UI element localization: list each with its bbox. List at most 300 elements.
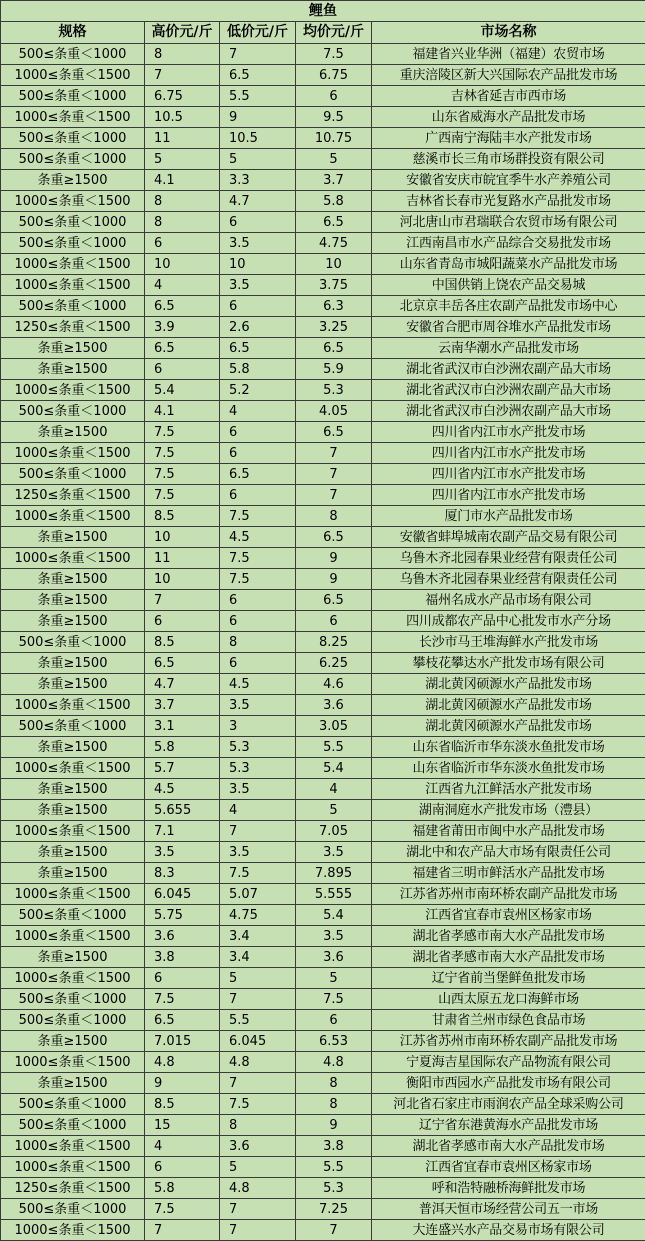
cell-low-price: 2.6 (220, 317, 296, 338)
cell-spec: 条重≥1500 (1, 1031, 145, 1052)
cell-spec: 500≤条重＜1000 (1, 1199, 145, 1220)
cell-spec: 1250≤条重＜1500 (1, 1178, 145, 1199)
cell-avg-price: 10 (296, 254, 372, 275)
cell-low-price: 3.5 (220, 842, 296, 863)
cell-high-price: 8 (145, 212, 220, 233)
cell-low-price: 5.5 (220, 86, 296, 107)
cell-low-price: 6 (220, 443, 296, 464)
table-row (1, 107, 645, 128)
cell-avg-price: 3.05 (296, 716, 372, 737)
cell-high-price: 6.5 (145, 296, 220, 317)
header-low-price: 低价元/斤 (220, 22, 296, 44)
table-row (1, 674, 645, 695)
cell-market: 福州名成水产品市场有限公司 (372, 590, 645, 611)
cell-low-price: 7 (220, 1199, 296, 1220)
cell-spec: 条重≥1500 (1, 590, 145, 611)
cell-high-price: 5.655 (145, 800, 220, 821)
cell-avg-price: 6 (296, 86, 372, 107)
table-row (1, 44, 645, 65)
cell-high-price: 4 (145, 1136, 220, 1157)
cell-avg-price: 4.6 (296, 674, 372, 695)
cell-market: 湖北黄冈硕源水产品批发市场 (372, 716, 645, 737)
cell-avg-price: 5.5 (296, 737, 372, 758)
cell-market: 山东省临沂市华东淡水鱼批发市场 (372, 737, 645, 758)
table-row (1, 527, 645, 548)
cell-low-price: 8 (220, 632, 296, 653)
cell-low-price: 6 (220, 611, 296, 632)
cell-avg-price: 7 (296, 464, 372, 485)
cell-low-price: 7.5 (220, 569, 296, 590)
cell-avg-price: 4.8 (296, 1052, 372, 1073)
cell-high-price: 3.5 (145, 842, 220, 863)
cell-spec: 1000≤条重＜1500 (1, 1157, 145, 1178)
cell-high-price: 7.5 (145, 989, 220, 1010)
cell-avg-price: 8 (296, 1094, 372, 1115)
cell-spec: 500≤条重＜1000 (1, 44, 145, 65)
cell-spec: 条重≥1500 (1, 842, 145, 863)
table-row (1, 191, 645, 212)
cell-market: 乌鲁木齐北园春果业经营有限责任公司 (372, 548, 645, 569)
cell-high-price: 6.045 (145, 884, 220, 905)
cell-market: 湖北省武汉市白沙洲农副产品大市场 (372, 401, 645, 422)
cell-spec: 500≤条重＜1000 (1, 212, 145, 233)
table-row (1, 1073, 645, 1094)
table-row (1, 1115, 645, 1136)
cell-low-price: 7 (220, 1073, 296, 1094)
cell-low-price: 4 (220, 401, 296, 422)
cell-high-price: 10.5 (145, 107, 220, 128)
table-row (1, 1136, 645, 1157)
cell-avg-price: 9 (296, 569, 372, 590)
table-row (1, 254, 645, 275)
table-row (1, 548, 645, 569)
cell-avg-price: 9.5 (296, 107, 372, 128)
cell-high-price: 4.5 (145, 779, 220, 800)
cell-market: 湖北省孝感市南大水产品批发市场 (372, 926, 645, 947)
cell-avg-price: 7.25 (296, 1199, 372, 1220)
cell-spec: 1000≤条重＜1500 (1, 1136, 145, 1157)
table-row (1, 905, 645, 926)
cell-low-price: 4.7 (220, 191, 296, 212)
cell-market: 湖北省武汉市白沙洲农副产品大市场 (372, 359, 645, 380)
cell-spec: 500≤条重＜1000 (1, 296, 145, 317)
cell-high-price: 3.7 (145, 695, 220, 716)
cell-market: 江西省九江鲜活水产批发市场 (372, 779, 645, 800)
cell-spec: 500≤条重＜1000 (1, 716, 145, 737)
cell-low-price: 5.8 (220, 359, 296, 380)
cell-low-price: 3.5 (220, 779, 296, 800)
cell-market: 山东省青岛市城阳蔬菜水产品批发市场 (372, 254, 645, 275)
cell-spec: 1000≤条重＜1500 (1, 926, 145, 947)
cell-spec: 500≤条重＜1000 (1, 149, 145, 170)
table-row (1, 779, 645, 800)
cell-market: 四川成都农产品中心批发市水产分场 (372, 611, 645, 632)
cell-low-price: 6 (220, 296, 296, 317)
cell-high-price: 6 (145, 1157, 220, 1178)
cell-avg-price: 7 (296, 443, 372, 464)
cell-high-price: 4.1 (145, 401, 220, 422)
cell-low-price: 3.6 (220, 1136, 296, 1157)
cell-high-price: 7.1 (145, 821, 220, 842)
cell-market: 湖北省孝感市南大水产品批发市场 (372, 947, 645, 968)
header-market: 市场名称 (372, 22, 645, 44)
cell-avg-price: 7.5 (296, 989, 372, 1010)
cell-market: 福建省兴业华洲（福建）农贸市场 (372, 44, 645, 65)
table-row (1, 1010, 645, 1031)
cell-high-price: 6 (145, 611, 220, 632)
cell-low-price: 7.5 (220, 548, 296, 569)
cell-market: 山东省威海水产品批发市场 (372, 107, 645, 128)
table-row (1, 695, 645, 716)
cell-low-price: 5.2 (220, 380, 296, 401)
cell-market: 广西南宁海陆丰水产批发市场 (372, 128, 645, 149)
table-row (1, 968, 645, 989)
cell-market: 重庆涪陵区新大兴国际农产品批发市场 (372, 65, 645, 86)
cell-low-price: 6 (220, 212, 296, 233)
cell-low-price: 8 (220, 1115, 296, 1136)
table-row (1, 338, 645, 359)
cell-spec: 条重≥1500 (1, 527, 145, 548)
cell-high-price: 10 (145, 527, 220, 548)
cell-market: 慈溪市长三角市场群投资有限公司 (372, 149, 645, 170)
cell-market: 辽宁省前当堡鲜鱼批发市场 (372, 968, 645, 989)
cell-avg-price: 7.895 (296, 863, 372, 884)
cell-low-price: 6 (220, 485, 296, 506)
cell-low-price: 7.5 (220, 1094, 296, 1115)
cell-low-price: 5.3 (220, 737, 296, 758)
cell-avg-price: 3.5 (296, 842, 372, 863)
table-row (1, 884, 645, 905)
cell-low-price: 4 (220, 800, 296, 821)
cell-spec: 条重≥1500 (1, 674, 145, 695)
cell-spec: 1000≤条重＜1500 (1, 65, 145, 86)
table-row (1, 401, 645, 422)
table-row (1, 128, 645, 149)
cell-avg-price: 4.05 (296, 401, 372, 422)
cell-spec: 1000≤条重＜1500 (1, 884, 145, 905)
cell-high-price: 6.5 (145, 653, 220, 674)
cell-low-price: 3.4 (220, 926, 296, 947)
cell-spec: 500≤条重＜1000 (1, 1094, 145, 1115)
cell-market: 吉林省延吉市西市场 (372, 86, 645, 107)
cell-avg-price: 6.3 (296, 296, 372, 317)
cell-high-price: 5.7 (145, 758, 220, 779)
cell-avg-price: 9 (296, 548, 372, 569)
cell-market: 厦门市水产品批发市场 (372, 506, 645, 527)
cell-spec: 条重≥1500 (1, 737, 145, 758)
cell-avg-price: 6.75 (296, 65, 372, 86)
cell-high-price: 8 (145, 191, 220, 212)
cell-high-price: 6.5 (145, 338, 220, 359)
table-row (1, 296, 645, 317)
table-row (1, 758, 645, 779)
cell-spec: 1000≤条重＜1500 (1, 380, 145, 401)
cell-avg-price: 6.5 (296, 527, 372, 548)
cell-high-price: 7.015 (145, 1031, 220, 1052)
table-row (1, 1094, 645, 1115)
cell-high-price: 6 (145, 359, 220, 380)
cell-spec: 500≤条重＜1000 (1, 86, 145, 107)
cell-avg-price: 5.4 (296, 758, 372, 779)
header-spec: 规格 (1, 22, 145, 44)
cell-low-price: 7 (220, 989, 296, 1010)
cell-low-price: 5 (220, 149, 296, 170)
cell-low-price: 5.3 (220, 758, 296, 779)
cell-spec: 条重≥1500 (1, 947, 145, 968)
cell-market: 长沙市马王堆海鲜水产批发市场 (372, 632, 645, 653)
cell-high-price: 11 (145, 548, 220, 569)
cell-high-price: 6.75 (145, 86, 220, 107)
cell-low-price: 4.5 (220, 674, 296, 695)
header-avg-price: 均价元/斤 (296, 22, 372, 44)
cell-market: 江苏省苏州市南环桥农副产品批发市场 (372, 1031, 645, 1052)
cell-market: 山西太原五龙口海鲜市场 (372, 989, 645, 1010)
cell-low-price: 9 (220, 107, 296, 128)
cell-spec: 1250≤条重＜1500 (1, 317, 145, 338)
cell-market: 乌鲁木齐北园春果业经营有限责任公司 (372, 569, 645, 590)
cell-avg-price: 3.6 (296, 695, 372, 716)
cell-low-price: 6.5 (220, 65, 296, 86)
cell-spec: 条重≥1500 (1, 1073, 145, 1094)
table-row (1, 86, 645, 107)
table-row (1, 569, 645, 590)
table-row (1, 737, 645, 758)
header-high-price: 高价元/斤 (145, 22, 220, 44)
cell-low-price: 6 (220, 422, 296, 443)
cell-high-price: 5.75 (145, 905, 220, 926)
cell-avg-price: 5.5 (296, 1157, 372, 1178)
table-row (1, 359, 645, 380)
table-row (1, 65, 645, 86)
cell-low-price: 7.5 (220, 506, 296, 527)
cell-avg-price: 5 (296, 968, 372, 989)
cell-high-price: 8.5 (145, 506, 220, 527)
cell-market: 湖南洞庭水产批发市场（澧县） (372, 800, 645, 821)
cell-avg-price: 5 (296, 800, 372, 821)
cell-avg-price: 5.555 (296, 884, 372, 905)
cell-low-price: 10 (220, 254, 296, 275)
cell-market: 福建省三明市鲜活水产品批发市场 (372, 863, 645, 884)
cell-spec: 条重≥1500 (1, 338, 145, 359)
cell-spec: 条重≥1500 (1, 359, 145, 380)
cell-market: 辽宁省东港黄海水产品批发市场 (372, 1115, 645, 1136)
table-row (1, 989, 645, 1010)
table-row (1, 443, 645, 464)
cell-high-price: 10 (145, 569, 220, 590)
table-row (1, 716, 645, 737)
cell-spec: 1000≤条重＜1500 (1, 548, 145, 569)
cell-spec: 500≤条重＜1000 (1, 1010, 145, 1031)
cell-avg-price: 3.5 (296, 926, 372, 947)
cell-market: 福建省莆田市闽中水产品批发市场 (372, 821, 645, 842)
cell-avg-price: 3.6 (296, 947, 372, 968)
table-row (1, 380, 645, 401)
cell-avg-price: 4.75 (296, 233, 372, 254)
title-row (1, 1, 645, 22)
cell-spec: 500≤条重＜1000 (1, 464, 145, 485)
cell-high-price: 10 (145, 254, 220, 275)
cell-high-price: 7.5 (145, 422, 220, 443)
table-row (1, 611, 645, 632)
cell-spec: 500≤条重＜1000 (1, 905, 145, 926)
cell-low-price: 5 (220, 968, 296, 989)
cell-high-price: 15 (145, 1115, 220, 1136)
cell-spec: 500≤条重＜1000 (1, 632, 145, 653)
table-row (1, 1031, 645, 1052)
cell-spec: 500≤条重＜1000 (1, 128, 145, 149)
cell-high-price: 5.4 (145, 380, 220, 401)
cell-market: 中国供销上饶农产品交易城 (372, 275, 645, 296)
cell-high-price: 8.3 (145, 863, 220, 884)
cell-avg-price: 7.5 (296, 44, 372, 65)
table-row (1, 653, 645, 674)
table-row (1, 1199, 645, 1220)
cell-avg-price: 8.25 (296, 632, 372, 653)
cell-high-price: 5.8 (145, 737, 220, 758)
table-row (1, 170, 645, 191)
cell-high-price: 7 (145, 65, 220, 86)
cell-market: 江西省宜春市袁州区杨家市场 (372, 905, 645, 926)
cell-avg-price: 5.4 (296, 905, 372, 926)
cell-high-price: 7.5 (145, 443, 220, 464)
cell-high-price: 7.5 (145, 485, 220, 506)
cell-low-price: 7 (220, 821, 296, 842)
cell-market: 吉林省长春市光复路水产品批发市场 (372, 191, 645, 212)
cell-spec: 1000≤条重＜1500 (1, 107, 145, 128)
cell-low-price: 4.75 (220, 905, 296, 926)
cell-market: 四川省内江市水产批发市场 (372, 485, 645, 506)
cell-spec: 1000≤条重＜1500 (1, 758, 145, 779)
cell-low-price: 4.8 (220, 1178, 296, 1199)
cell-spec: 500≤条重＜1000 (1, 989, 145, 1010)
table-row (1, 821, 645, 842)
cell-market: 江西省宜春市袁州区杨家市场 (372, 1157, 645, 1178)
table-row (1, 842, 645, 863)
cell-spec: 500≤条重＜1000 (1, 233, 145, 254)
cell-high-price: 7.5 (145, 1199, 220, 1220)
table-title: 鲤鱼 (1, 1, 645, 22)
cell-spec: 条重≥1500 (1, 653, 145, 674)
cell-market: 湖北省孝感市南大水产品批发市场 (372, 1136, 645, 1157)
cell-low-price: 4.5 (220, 527, 296, 548)
cell-spec: 1000≤条重＜1500 (1, 506, 145, 527)
cell-high-price: 8 (145, 44, 220, 65)
cell-high-price: 7.5 (145, 464, 220, 485)
cell-high-price: 3.8 (145, 947, 220, 968)
cell-market: 湖北中和农产品大市场有限责任公司 (372, 842, 645, 863)
cell-avg-price: 8 (296, 1073, 372, 1094)
table-row (1, 1157, 645, 1178)
cell-market: 江苏省苏州市南环桥农副产品批发市场 (372, 884, 645, 905)
table-body (1, 44, 645, 1241)
cell-high-price: 9 (145, 1073, 220, 1094)
cell-avg-price: 9 (296, 1115, 372, 1136)
cell-high-price: 3.1 (145, 716, 220, 737)
table-row (1, 590, 645, 611)
cell-high-price: 4.1 (145, 170, 220, 191)
cell-avg-price: 6.53 (296, 1031, 372, 1052)
table-row (1, 1220, 645, 1241)
table-row (1, 212, 645, 233)
cell-avg-price: 5.3 (296, 1178, 372, 1199)
cell-low-price: 6 (220, 590, 296, 611)
cell-market: 河北省石家庄市雨润农产品全球采购公司 (372, 1094, 645, 1115)
cell-high-price: 3.6 (145, 926, 220, 947)
cell-low-price: 6 (220, 653, 296, 674)
cell-avg-price: 7.05 (296, 821, 372, 842)
cell-avg-price: 3.8 (296, 1136, 372, 1157)
cell-market: 四川省内江市水产批发市场 (372, 464, 645, 485)
cell-low-price: 6.5 (220, 464, 296, 485)
cell-market: 安徽省蚌埠城南农副产品交易有限公司 (372, 527, 645, 548)
cell-spec: 条重≥1500 (1, 779, 145, 800)
cell-market: 北京京丰岳各庄农副产品批发市场中心 (372, 296, 645, 317)
cell-market: 湖北黄冈硕源水产品批发市场 (372, 695, 645, 716)
cell-low-price: 3 (220, 716, 296, 737)
cell-spec: 1250≤条重＜1500 (1, 485, 145, 506)
table-row (1, 800, 645, 821)
cell-market: 大连盛兴水产品交易市场有限公司 (372, 1220, 645, 1241)
cell-low-price: 3.5 (220, 695, 296, 716)
cell-avg-price: 6.5 (296, 590, 372, 611)
cell-high-price: 8.5 (145, 1094, 220, 1115)
cell-market: 呼和浩特融桥海鲜批发市场 (372, 1178, 645, 1199)
cell-spec: 500≤条重＜1000 (1, 1115, 145, 1136)
cell-low-price: 6.5 (220, 338, 296, 359)
cell-high-price: 5.8 (145, 1178, 220, 1199)
cell-spec: 1000≤条重＜1500 (1, 443, 145, 464)
cell-spec: 条重≥1500 (1, 569, 145, 590)
cell-low-price: 6.045 (220, 1031, 296, 1052)
cell-avg-price: 6 (296, 611, 372, 632)
cell-avg-price: 6.5 (296, 422, 372, 443)
table-row (1, 485, 645, 506)
cell-spec: 1000≤条重＜1500 (1, 1220, 145, 1241)
cell-market: 安徽省合肥市周谷堆水产品批发市场 (372, 317, 645, 338)
cell-low-price: 4.8 (220, 1052, 296, 1073)
cell-market: 宁夏海吉星国际农产品物流有限公司 (372, 1052, 645, 1073)
cell-market: 普洱天恒市场经营公司五一市场 (372, 1199, 645, 1220)
table-row (1, 149, 645, 170)
table-row (1, 863, 645, 884)
cell-avg-price: 8 (296, 506, 372, 527)
cell-avg-price: 4 (296, 779, 372, 800)
cell-spec: 500≤条重＜1000 (1, 401, 145, 422)
cell-market: 山东省临沂市华东淡水鱼批发市场 (372, 758, 645, 779)
cell-high-price: 4.7 (145, 674, 220, 695)
cell-spec: 1000≤条重＜1500 (1, 968, 145, 989)
cell-spec: 1000≤条重＜1500 (1, 1052, 145, 1073)
cell-high-price: 11 (145, 128, 220, 149)
cell-low-price: 7 (220, 44, 296, 65)
cell-high-price: 3.9 (145, 317, 220, 338)
cell-low-price: 7 (220, 1220, 296, 1241)
cell-low-price: 3.4 (220, 947, 296, 968)
cell-market: 湖北省武汉市白沙洲农副产品大市场 (372, 380, 645, 401)
cell-high-price: 7 (145, 1220, 220, 1241)
cell-spec: 条重≥1500 (1, 800, 145, 821)
cell-spec: 条重≥1500 (1, 422, 145, 443)
cell-market: 攀枝花攀达水产批发市场有限公司 (372, 653, 645, 674)
cell-high-price: 7 (145, 590, 220, 611)
cell-low-price: 5 (220, 1157, 296, 1178)
cell-low-price: 10.5 (220, 128, 296, 149)
cell-spec: 条重≥1500 (1, 611, 145, 632)
table-row (1, 506, 645, 527)
table-row (1, 233, 645, 254)
cell-avg-price: 6 (296, 1010, 372, 1031)
cell-spec: 1000≤条重＜1500 (1, 254, 145, 275)
